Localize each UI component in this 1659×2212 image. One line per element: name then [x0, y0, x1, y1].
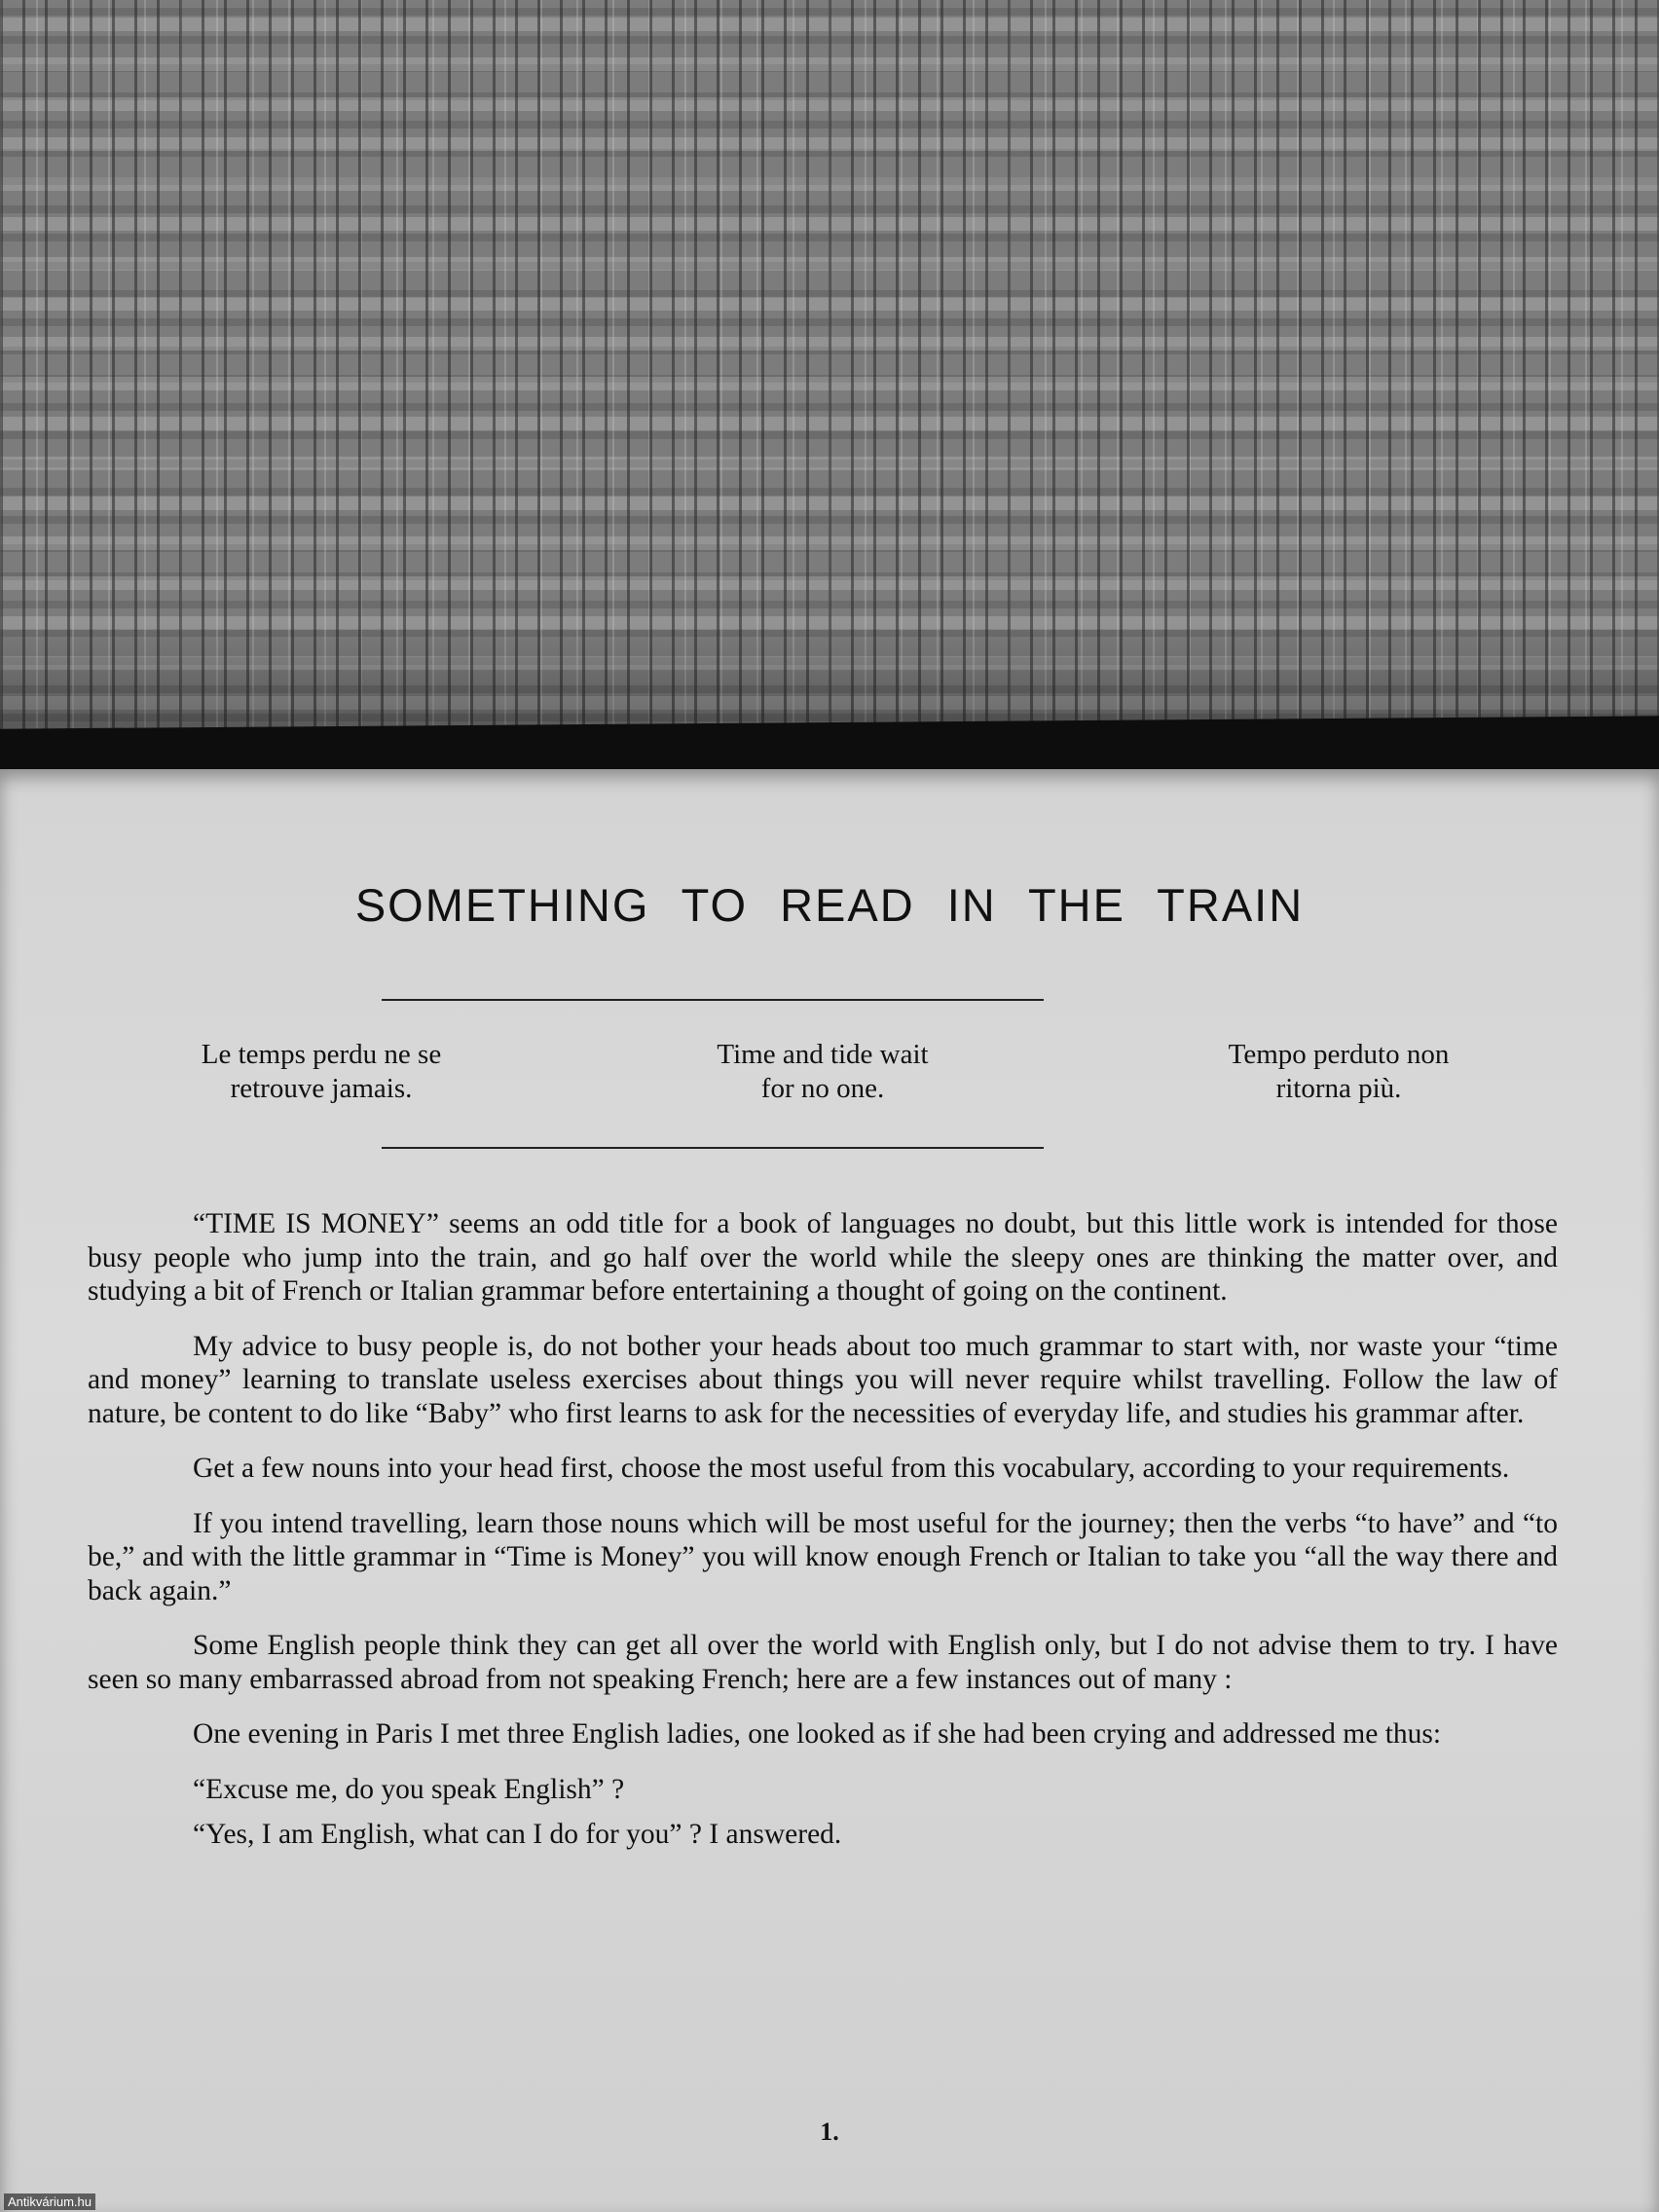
motto-rule-bottom	[382, 1147, 1044, 1149]
motto-english-line-2: for no one.	[760, 1073, 885, 1104]
paragraph-advice: My advice to busy people is, do not bother your heads about too much grammar to start with, nor waste your “time and money” learning to translate useless exercises about things you will never require whilst travelling. Follow the law of nature, be content to do like “Baby” who first learns to ask for the necessities of everyday life, and studies his grammar after.	[88, 1330, 1558, 1429]
page-number: 1.	[820, 2118, 839, 2146]
motto-italian	[1144, 1038, 1533, 1106]
motto-english	[623, 1038, 1022, 1106]
paragraph-paris-evening: One evening in Paris I met three English ladies, one looked as if she had been crying and addressed me thus:	[193, 1718, 1442, 1750]
dialogue-line-1: “Excuse me, do you speak English” ?	[193, 1773, 625, 1805]
body-text	[88, 1207, 1558, 1863]
page-title: SOMETHING TO READ IN THE TRAIN	[354, 879, 1305, 931]
watermark-label: Antikvárium.hu	[4, 2194, 95, 2210]
paragraph-english-only: Some English people think they can get all over the world with English only, but I do not advise them to try. I have seen so many embarrassed abroad from not speaking French; here are a few instances out of many :	[88, 1630, 1558, 1695]
motto-italian-line-1: Tempo perduto non	[1228, 1039, 1450, 1070]
paragraph-travelling: If you intend travelling, learn those nouns which will be most useful for the journey; then the verbs “to have” and “to be,” and with the little grammar in “Time is Money” you will know enough French or Italian to take you “all the way there and back again.”	[88, 1507, 1558, 1606]
motto-english-line-1: Time and tide wait	[717, 1039, 929, 1070]
motto-french	[127, 1038, 516, 1106]
motto-italian-line-2: ritorna più.	[1275, 1073, 1402, 1104]
title-rule-top	[382, 999, 1044, 1001]
motto-french-line-1: Le temps perdu ne se	[201, 1039, 442, 1070]
motto-french-line-2: retrouve jamais.	[230, 1073, 413, 1104]
book-page	[0, 769, 1659, 2212]
dialogue-line-2: “Yes, I am English, what can I do for you” ? I answered.	[193, 1819, 842, 1850]
paragraph-nouns: Get a few nouns into your head first, choose the most useful from this vocabulary, according to your requirements.	[193, 1453, 1510, 1484]
paragraph-intro: “TIME IS MONEY” seems an odd title for a book of languages no doubt, but this little work is intended for those busy people who jump into the train, and go half over the world while the sleepy ones are thinking the matter over, and studying a bit of French or Italian grammar before entertaining a thought of going on the continent.	[88, 1208, 1558, 1307]
